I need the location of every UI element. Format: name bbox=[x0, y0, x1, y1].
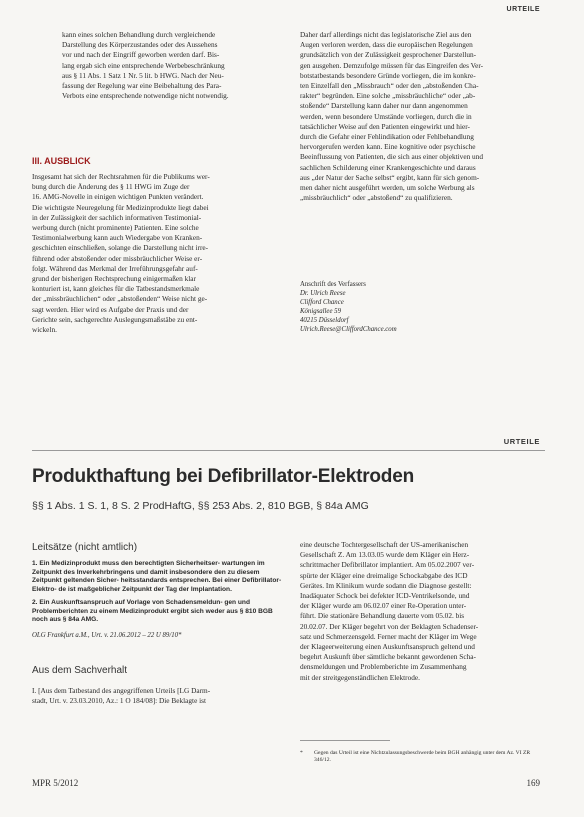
text-line: „missbräuchlich“ oder „abstoßend“ zu qualifizieren. bbox=[300, 193, 453, 203]
author-line: Clifford Chance bbox=[300, 299, 344, 306]
text-line: Augen verloren werden, dass die europäischen Regelungen bbox=[300, 40, 473, 50]
section-divider bbox=[32, 450, 545, 451]
text-line: grund der bisherigen Rechtsprechung einigermaßen klar bbox=[32, 274, 196, 284]
text-line: stoßende“ Darstellung kann daher nur dann angenommen bbox=[300, 101, 468, 111]
top-left-column bbox=[62, 30, 288, 101]
text-line: mit der streitgegenständlichen Elektrode. bbox=[300, 672, 420, 682]
author-line: Ulrich.Reese@CliffordChance.com bbox=[300, 326, 397, 333]
text-line: men daher nicht ausgeführt werden, um solche Werbung als bbox=[300, 183, 475, 193]
text-line: ten Einzelfall den „Missbrauch“ oder den „abstoßenden Cha- bbox=[300, 81, 479, 91]
author-lines bbox=[300, 289, 535, 334]
text-line: densmeldungen und Problemberichte im Zusammenhang bbox=[300, 662, 467, 672]
footnote-marker: * bbox=[300, 750, 303, 756]
text-line: sagt werden. Hier wird es Aufgabe der Praxis und der bbox=[32, 304, 189, 314]
text-line: gen ausgehen. Demzufolge müssen für das Eingreifen des Ver- bbox=[300, 60, 484, 70]
text-line: Inadäquater Schock bei defekter ICD-Ventrikelsonde, und bbox=[300, 591, 470, 601]
text-line: 20.02.07. Der Kläger begehrt von der Beklagten Schadenser- bbox=[300, 621, 479, 631]
text-line: führt. Die stationäre Behandlung dauerte vom 05.02. bis bbox=[300, 611, 465, 621]
text-line: stadt, Urt. v. 23.03.2010, Az.: 1 O 184/08]: Die Beklagte ist bbox=[32, 696, 207, 705]
text-line: bung durch die Änderung des § 11 HWG im Zuge der bbox=[32, 182, 190, 192]
text-line: führend oder abstoßender oder missbräuchlicher Weise er- bbox=[32, 253, 203, 263]
text-line: vor und nach der Eingriff geworben werden darf. Bis- bbox=[62, 50, 220, 60]
text-line: geschichten einschließen, solange die Darstellung nicht irre- bbox=[32, 243, 209, 253]
author-line: Königsallee 59 bbox=[300, 308, 341, 315]
text-line: wickeln. bbox=[32, 325, 57, 335]
sachverhalt-heading: Aus dem Sachverhalt bbox=[32, 665, 128, 676]
text-line: I. [Aus dem Tatbestand des angegriffenen Urteils [LG Darm- bbox=[32, 686, 211, 695]
leitsatz-2: 2. Ein Auskunftsanspruch auf Vorlage von Schadensmeldun- gen und Problemberichten zu einem Medizinprodukt ergibt sich weder aus § 810 BGB noch aus § 84a AMG. bbox=[32, 598, 273, 624]
law-references: §§ 1 Abs. 1 S. 1, 8 S. 2 ProdHaftG, §§ 253 Abs. 2, 810 BGB, § 84a AMG bbox=[32, 500, 369, 512]
text-line: in der Zulässigkeit der sachlich informativen Testimonial- bbox=[32, 212, 202, 222]
top-right-column bbox=[300, 30, 535, 203]
text-line: der Klageerweiterung einen Auskunftsanspruch geltend und bbox=[300, 642, 475, 652]
footnote bbox=[300, 750, 545, 764]
text-line: Insgesamt hat sich der Rechtsrahmen für die Publikums wer- bbox=[32, 172, 210, 181]
text-line: Gesellschaft Z. Am 13.03.05 wurde dem Kläger ein Herz- bbox=[300, 550, 470, 560]
ausblick-heading: III. AUSBLICK bbox=[32, 156, 91, 166]
journal-issue: MPR 5/2012 bbox=[32, 778, 79, 788]
text-line: aus „der Natur der Sache selbst“ ergibt, kann für sich genom- bbox=[300, 172, 480, 182]
text-line: hervorgerufen werden kann. Eine kognitive oder psychische bbox=[300, 142, 476, 152]
text-line: spürte der Kläger eine dreimalige Schockabgabe des ICD bbox=[300, 570, 468, 580]
text-line: aus § 11 Abs. 1 Satz 1 Nr. 5 lit. b HWG. Nach der Neu- bbox=[62, 70, 224, 80]
text-line: tatsächlicher Weise auf den Patienten eingewirkt und hier- bbox=[300, 121, 470, 131]
leitsaetze-list bbox=[32, 560, 284, 629]
author-line: 40215 Düsseldorf bbox=[300, 317, 349, 324]
footnote-rule bbox=[300, 740, 390, 741]
text-line: Beeinflussung von Patienten, die sich aus einer objektiven und bbox=[300, 152, 483, 162]
text-line: eine deutsche Tochtergesellschaft der US-amerikanischen bbox=[300, 540, 469, 549]
section-label: URTEILE bbox=[503, 437, 540, 446]
article-title: Produkthaftung bei Defibrillator-Elektroden bbox=[32, 466, 414, 487]
text-line: Darstellung des Körperzustandes oder des Aussehens bbox=[62, 40, 218, 50]
leitsaetze-heading: Leitsätze (nicht amtlich) bbox=[32, 542, 138, 553]
footnote-text: Gegen das Urteil ist eine Nichtzulassungsbeschwerde beim BGH anhängig unter dem Az. VI ZR 346/12. bbox=[314, 750, 531, 763]
text-line: Testimonialwerbung kann auch Wiedergabe von Kranken- bbox=[32, 233, 203, 243]
text-line: Gerichte sein, sachgerechte Auslegungsmaßstäbe zu ent- bbox=[32, 314, 198, 324]
text-line: schrittmacher Defibrillator implantiert. Am 05.02.2007 ver- bbox=[300, 560, 475, 570]
ausblick-text bbox=[32, 172, 288, 335]
text-line: satz und Schmerzensgeld. Ferner macht der Kläger im Wege bbox=[300, 631, 477, 641]
text-line: folgt. Während das Merkmal der Irreführungsgefahr auf- bbox=[32, 263, 198, 273]
author-line: Dr. Ulrich Reese bbox=[300, 290, 346, 297]
text-line: konturiert ist, kann gleiches für die Tatbestandsmerkmale bbox=[32, 284, 200, 294]
text-line: fassung der Regelung war eine Beibehaltung des Para- bbox=[62, 81, 222, 91]
text-line: lang ergab sich eine entsprechende Werbebeschränkung bbox=[62, 60, 225, 70]
page-number: 169 bbox=[526, 778, 540, 788]
text-line: Die wichtigste Neuregelung für Medizinprodukte liegt dabei bbox=[32, 202, 209, 212]
court-citation: OLG Frankfurt a.M., Urt. v. 21.06.2012 – 22 U 89/10* bbox=[32, 632, 182, 639]
author-label: Anschrift des Verfassers bbox=[300, 281, 366, 288]
text-line: 16. AMG-Novelle in einigen wichtigen Punkten verändert. bbox=[32, 192, 204, 202]
text-line: der Kläger wurde am 06.02.07 einer Re-Operation unter- bbox=[300, 601, 467, 611]
text-line: grundsätzlich von der Zulässigkeit gesprochener Darstellun- bbox=[300, 50, 477, 60]
text-line: werbung durch (nicht prominente) Patienten. Eine solche bbox=[32, 223, 199, 233]
text-line: begehrt Auskunft über sämtliche bekannt gewordenen Scha- bbox=[300, 652, 476, 662]
leitsatz-1: 1. Ein Medizinprodukt muss den berechtigten Sicherheitser- wartungen im Zeitpunkt des Inverkehrbringens und damit insbesondere den zu diesem Zeitpunkt geltenden Sicher- heitsstandards entsprechen. Bei einer Defibrillator-Elektro- de ist maßgeblicher Zeitpunkt der Tag der Implantation. bbox=[32, 560, 282, 594]
running-head: URTEILE bbox=[506, 6, 540, 13]
text-line: botstatbestands besondere Gründe vorliegen, die im konkre- bbox=[300, 70, 476, 80]
author-address bbox=[300, 280, 535, 334]
text-line: sachlichen Schilderung einer Krankengeschichte und daraus bbox=[300, 162, 476, 172]
text-line: Gerätes. Im Klinikum wurde sodann die Diagnose gestellt: bbox=[300, 580, 472, 590]
text-line: werden, wenn besondere Umstände vorliegen, durch die in bbox=[300, 111, 472, 121]
text-line: Daher darf allerdings nicht das legislatorische Ziel aus den bbox=[300, 30, 472, 39]
text-line: kann eines solchen Behandlung durch vergleichende bbox=[62, 30, 216, 39]
text-line: der „missbräuchlichen“ oder „abstoßenden“ Weise nicht ge- bbox=[32, 294, 208, 304]
text-line: rakter“ begründen. Eine solche „missbräuchliche“ oder „ab- bbox=[300, 91, 476, 101]
text-line: durch die Gefahr einer Fehlindikation oder Fehlbehandlung bbox=[300, 132, 474, 142]
text-line: Verbots eine entsprechende notwendige nicht notwendig. bbox=[62, 91, 229, 101]
sachverhalt-text bbox=[32, 686, 284, 706]
right-column-text bbox=[300, 540, 545, 683]
